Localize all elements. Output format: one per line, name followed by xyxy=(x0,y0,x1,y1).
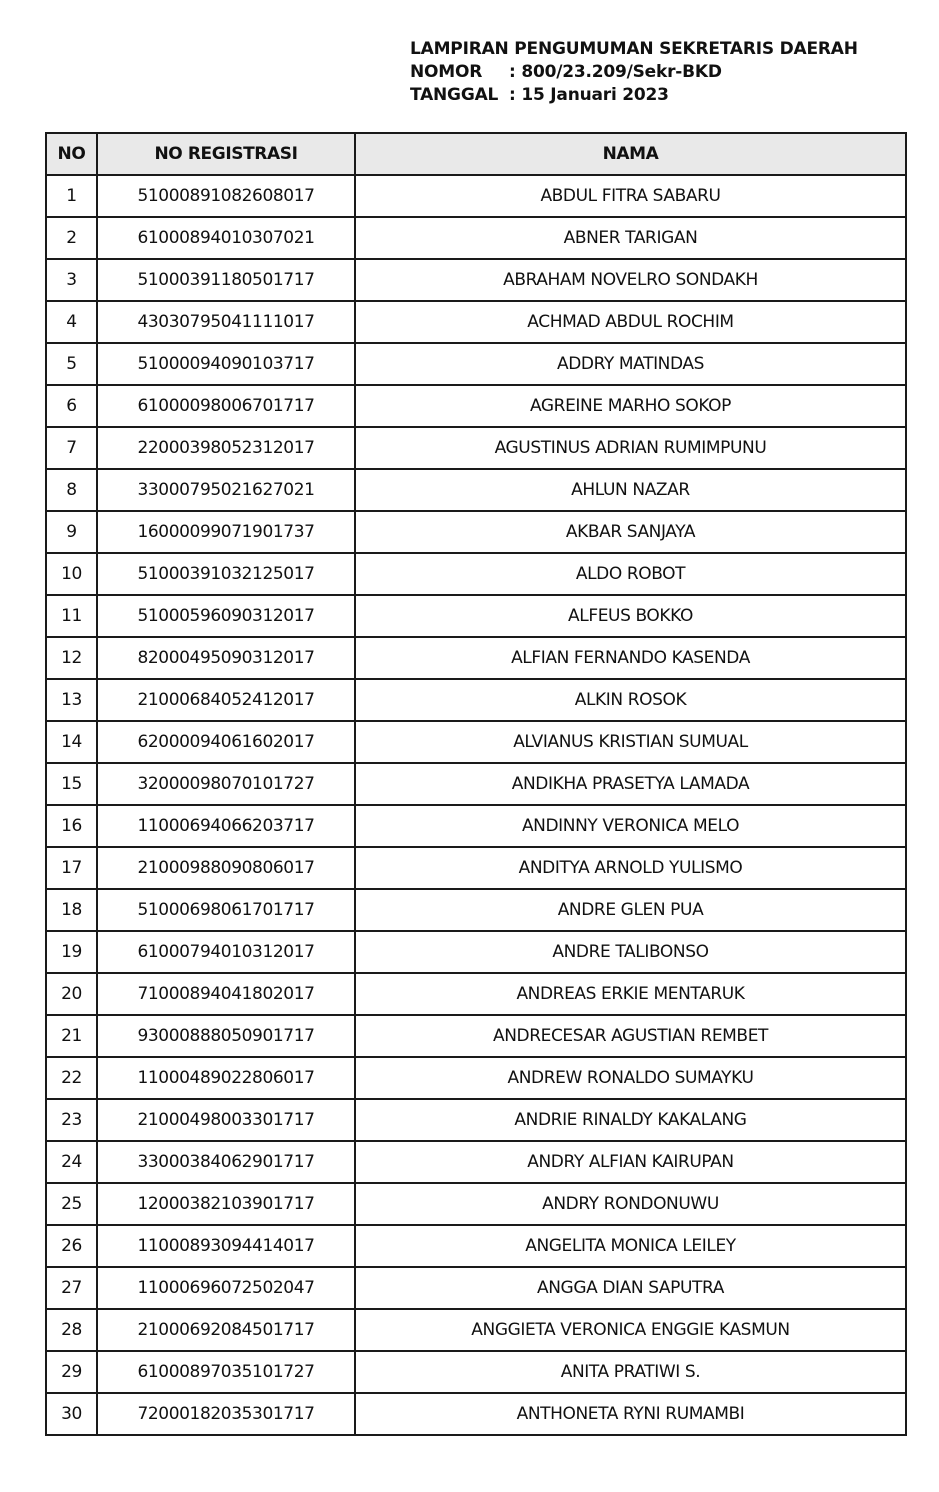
row-number: 29 xyxy=(46,1351,97,1393)
table-row xyxy=(46,1393,906,1435)
table-row xyxy=(46,805,906,847)
table-row xyxy=(46,721,906,763)
row-number: 8 xyxy=(46,469,97,511)
table-row xyxy=(46,1057,906,1099)
participant-name: ANDREAS ERKIE MENTARUK xyxy=(355,973,906,1015)
table-row xyxy=(46,385,906,427)
table-row xyxy=(46,595,906,637)
registration-number: 61000897035101727 xyxy=(97,1351,355,1393)
row-number: 10 xyxy=(46,553,97,595)
row-number: 26 xyxy=(46,1225,97,1267)
column-header-nama: NAMA xyxy=(355,133,906,175)
registration-number: 51000094090103717 xyxy=(97,343,355,385)
nomor-line xyxy=(410,61,858,84)
table-row xyxy=(46,1141,906,1183)
row-number: 2 xyxy=(46,217,97,259)
row-number: 16 xyxy=(46,805,97,847)
registration-number: 51000891082608017 xyxy=(97,175,355,217)
table-row xyxy=(46,637,906,679)
table-row xyxy=(46,553,906,595)
table-row xyxy=(46,1267,906,1309)
participant-name: ANDRY ALFIAN KAIRUPAN xyxy=(355,1141,906,1183)
participant-name: ANGELITA MONICA LEILEY xyxy=(355,1225,906,1267)
participant-name: ALKIN ROSOK xyxy=(355,679,906,721)
registration-number: 12000382103901717 xyxy=(97,1183,355,1225)
table-row xyxy=(46,679,906,721)
column-header-no: NO xyxy=(46,133,97,175)
table-row xyxy=(46,301,906,343)
participant-name: ANDREW RONALDO SUMAYKU xyxy=(355,1057,906,1099)
registration-number: 11000489022806017 xyxy=(97,1057,355,1099)
row-number: 28 xyxy=(46,1309,97,1351)
row-number: 12 xyxy=(46,637,97,679)
registration-number: 43030795041111017 xyxy=(97,301,355,343)
row-number: 17 xyxy=(46,847,97,889)
table-row xyxy=(46,1351,906,1393)
registration-number: 51000391032125017 xyxy=(97,553,355,595)
row-number: 21 xyxy=(46,1015,97,1057)
registration-number: 11000694066203717 xyxy=(97,805,355,847)
participant-name: ALDO ROBOT xyxy=(355,553,906,595)
registration-number: 82000495090312017 xyxy=(97,637,355,679)
participant-name: ANDITYA ARNOLD YULISMO xyxy=(355,847,906,889)
table-row xyxy=(46,763,906,805)
row-number: 7 xyxy=(46,427,97,469)
registration-number: 62000094061602017 xyxy=(97,721,355,763)
participant-name: ANDRY RONDONUWU xyxy=(355,1183,906,1225)
registration-number: 22000398052312017 xyxy=(97,427,355,469)
table-row xyxy=(46,889,906,931)
registration-number: 16000099071901737 xyxy=(97,511,355,553)
registration-number: 21000988090806017 xyxy=(97,847,355,889)
table-header-row xyxy=(46,133,906,175)
nomor-label: NOMOR xyxy=(410,62,483,82)
registration-number: 51000391180501717 xyxy=(97,259,355,301)
row-number: 27 xyxy=(46,1267,97,1309)
registration-number: 72000182035301717 xyxy=(97,1393,355,1435)
registration-table xyxy=(45,132,907,1436)
registration-number: 21000498003301717 xyxy=(97,1099,355,1141)
registration-number: 51000596090312017 xyxy=(97,595,355,637)
table-row xyxy=(46,847,906,889)
participant-name: ADDRY MATINDAS xyxy=(355,343,906,385)
table-row xyxy=(46,931,906,973)
row-number: 5 xyxy=(46,343,97,385)
registration-number: 11000696072502047 xyxy=(97,1267,355,1309)
tanggal-value: : 15 Januari 2023 xyxy=(509,85,669,105)
registration-number: 32000098070101727 xyxy=(97,763,355,805)
participant-name: AGUSTINUS ADRIAN RUMIMPUNU xyxy=(355,427,906,469)
participant-name: AGREINE MARHO SOKOP xyxy=(355,385,906,427)
participant-name: ANDIKHA PRASETYA LAMADA xyxy=(355,763,906,805)
participant-name: ALFIAN FERNANDO KASENDA xyxy=(355,637,906,679)
table-body xyxy=(46,175,906,1435)
table-row xyxy=(46,217,906,259)
participant-name: ANDRE GLEN PUA xyxy=(355,889,906,931)
table-row xyxy=(46,469,906,511)
row-number: 11 xyxy=(46,595,97,637)
participant-name: ABNER TARIGAN xyxy=(355,217,906,259)
row-number: 9 xyxy=(46,511,97,553)
row-number: 15 xyxy=(46,763,97,805)
row-number: 19 xyxy=(46,931,97,973)
registration-number: 61000098006701717 xyxy=(97,385,355,427)
column-header-no-registrasi: NO REGISTRASI xyxy=(97,133,355,175)
participant-name: ABRAHAM NOVELRO SONDAKH xyxy=(355,259,906,301)
participant-name: ALVIANUS KRISTIAN SUMUAL xyxy=(355,721,906,763)
table-row xyxy=(46,511,906,553)
row-number: 30 xyxy=(46,1393,97,1435)
row-number: 4 xyxy=(46,301,97,343)
row-number: 23 xyxy=(46,1099,97,1141)
table-row xyxy=(46,259,906,301)
participant-name: AHLUN NAZAR xyxy=(355,469,906,511)
row-number: 13 xyxy=(46,679,97,721)
table-row xyxy=(46,343,906,385)
registration-number: 11000893094414017 xyxy=(97,1225,355,1267)
document-title: LAMPIRAN PENGUMUMAN SEKRETARIS DAERAH xyxy=(410,39,858,59)
row-number: 3 xyxy=(46,259,97,301)
row-number: 1 xyxy=(46,175,97,217)
row-number: 14 xyxy=(46,721,97,763)
participant-name: ALFEUS BOKKO xyxy=(355,595,906,637)
participant-name: ANITA PRATIWI S. xyxy=(355,1351,906,1393)
participant-name: ANTHONETA RYNI RUMAMBI xyxy=(355,1393,906,1435)
row-number: 6 xyxy=(46,385,97,427)
table-row xyxy=(46,427,906,469)
tanggal-label: TANGGAL xyxy=(410,85,499,105)
registration-number: 71000894041802017 xyxy=(97,973,355,1015)
row-number: 20 xyxy=(46,973,97,1015)
participant-name: ANDRE TALIBONSO xyxy=(355,931,906,973)
participant-name: ANDINNY VERONICA MELO xyxy=(355,805,906,847)
participant-name: ANDRECESAR AGUSTIAN REMBET xyxy=(355,1015,906,1057)
row-number: 18 xyxy=(46,889,97,931)
participant-name: ANGGA DIAN SAPUTRA xyxy=(355,1267,906,1309)
table-row xyxy=(46,175,906,217)
participant-name: AKBAR SANJAYA xyxy=(355,511,906,553)
registration-number: 61000894010307021 xyxy=(97,217,355,259)
row-number: 25 xyxy=(46,1183,97,1225)
row-number: 22 xyxy=(46,1057,97,1099)
row-number: 24 xyxy=(46,1141,97,1183)
table-row xyxy=(46,1099,906,1141)
document-header xyxy=(410,38,858,107)
table-row xyxy=(46,973,906,1015)
registration-number: 21000684052412017 xyxy=(97,679,355,721)
participant-name: ABDUL FITRA SABARU xyxy=(355,175,906,217)
registration-number: 51000698061701717 xyxy=(97,889,355,931)
table-row xyxy=(46,1225,906,1267)
participant-name: ANDRIE RINALDY KAKALANG xyxy=(355,1099,906,1141)
registration-number: 61000794010312017 xyxy=(97,931,355,973)
registration-number: 33000795021627021 xyxy=(97,469,355,511)
table-row xyxy=(46,1309,906,1351)
participant-name: ACHMAD ABDUL ROCHIM xyxy=(355,301,906,343)
participant-name: ANGGIETA VERONICA ENGGIE KASMUN xyxy=(355,1309,906,1351)
table-row xyxy=(46,1015,906,1057)
tanggal-line xyxy=(410,84,858,107)
table-row xyxy=(46,1183,906,1225)
registration-number: 93000888050901717 xyxy=(97,1015,355,1057)
registration-number: 33000384062901717 xyxy=(97,1141,355,1183)
registration-number: 21000692084501717 xyxy=(97,1309,355,1351)
nomor-value: : 800/23.209/Sekr-BKD xyxy=(509,62,722,82)
